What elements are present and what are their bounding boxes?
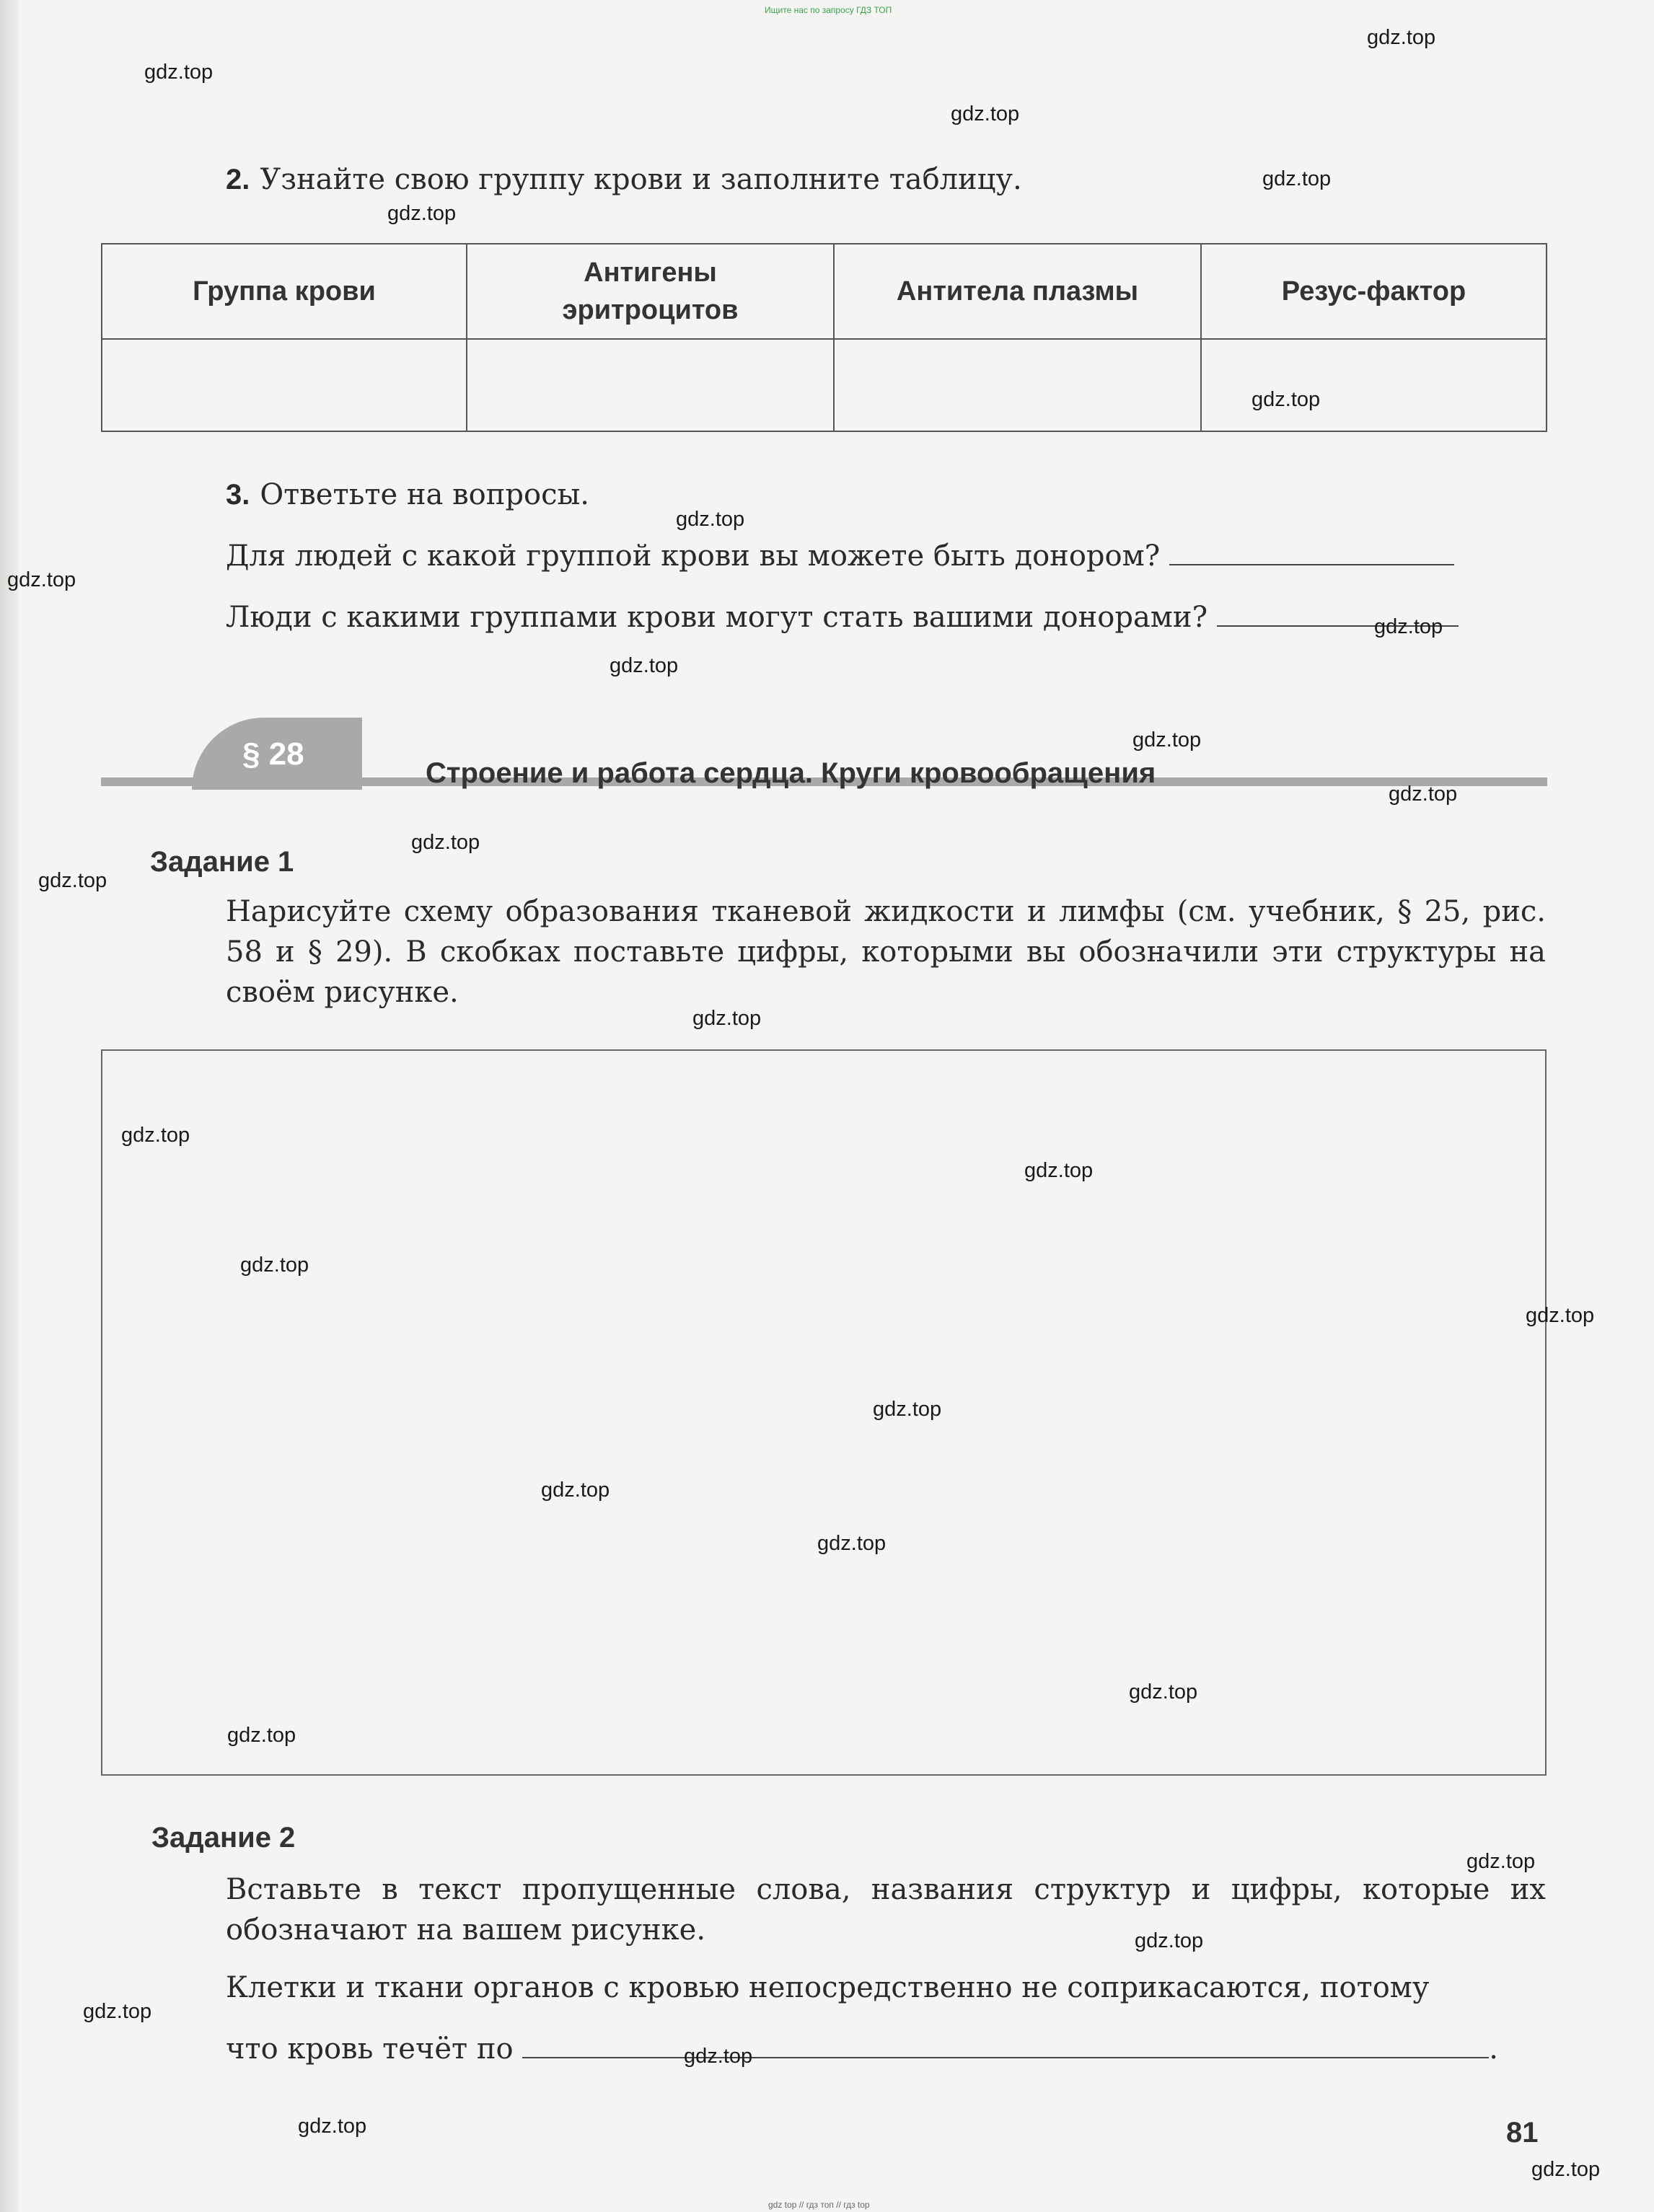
cell-antigens[interactable] xyxy=(467,339,834,431)
task2-heading xyxy=(226,163,1022,196)
watermark: gdz.top xyxy=(121,1124,190,1147)
answer-line-3[interactable] xyxy=(522,2032,1489,2058)
watermark: gdz.top xyxy=(1466,1850,1536,1873)
watermark: gdz.top xyxy=(873,1398,942,1421)
watermark: gdz.top xyxy=(83,2000,152,2023)
watermark: gdz.top xyxy=(1132,728,1202,752)
watermark: gdz.top xyxy=(817,1532,887,1555)
watermark: gdz.top xyxy=(298,2115,367,2138)
watermark: gdz.top xyxy=(144,61,214,84)
section-number: § 28 xyxy=(242,736,304,772)
watermark: gdz.top xyxy=(227,1724,296,1747)
watermark: gdz.top xyxy=(951,102,1020,125)
blood-group-table xyxy=(101,243,1547,432)
watermark: gdz.top xyxy=(1129,1680,1198,1704)
question-2-text: Люди с какими группами крови могут стать вашими донорами? xyxy=(226,601,1208,634)
watermark: gdz.top xyxy=(1531,2158,1601,2181)
watermark: gdz.top xyxy=(1135,1929,1204,1952)
cell-antibodies[interactable] xyxy=(834,339,1201,431)
section-title: Строение и работа сердца. Круги кровообращения xyxy=(426,757,1156,789)
watermark: gdz.top xyxy=(1526,1304,1595,1327)
section-badge xyxy=(192,718,362,790)
cell-rhesus[interactable] xyxy=(1201,339,1547,431)
bottom-note: gdz top // гдз топ // гдз top xyxy=(768,2200,870,2210)
drawing-area[interactable] xyxy=(101,1049,1547,1776)
top-note: Ищите нас по запросу ГДЗ ТОП xyxy=(765,5,892,15)
task3-number: 3. xyxy=(226,479,250,511)
watermark: gdz.top xyxy=(684,2045,753,2068)
question-1 xyxy=(226,539,1454,573)
task2-title: Узнайте свою группу крови и заполните таблицу. xyxy=(260,163,1022,196)
question-1-text: Для людей с какой группой крови вы можете быть донором? xyxy=(226,539,1161,573)
watermark: gdz.top xyxy=(610,654,679,677)
header-antigens-text: Антигены эритроцитов xyxy=(562,257,739,325)
watermark: gdz.top xyxy=(240,1253,309,1277)
watermark: gdz.top xyxy=(1374,615,1443,638)
watermark: gdz.top xyxy=(7,568,76,591)
watermark: gdz.top xyxy=(1389,783,1458,806)
zadanie2-line xyxy=(226,2032,1498,2066)
zadanie2-period: . xyxy=(1489,2032,1499,2066)
zadanie2-text2: Клетки и ткани органов с кровью непосредственно не соприкасаются, потому xyxy=(226,1971,1430,2004)
header-blood-group: Группа крови xyxy=(102,244,467,339)
zadanie2-text3: что кровь течёт по xyxy=(226,2032,514,2066)
header-antigens xyxy=(467,244,834,339)
zadanie1-heading: Задание 1 xyxy=(150,846,294,878)
watermark: gdz.top xyxy=(38,869,107,892)
watermark: gdz.top xyxy=(387,202,457,225)
page-edge xyxy=(0,0,19,2212)
watermark: gdz.top xyxy=(541,1479,610,1502)
header-rhesus: Резус-фактор xyxy=(1201,244,1547,339)
watermark: gdz.top xyxy=(1024,1159,1094,1182)
task3-title: Ответьте на вопросы. xyxy=(260,478,590,511)
watermark: gdz.top xyxy=(1252,388,1321,411)
question-2 xyxy=(226,601,1459,634)
zadanie2-heading: Задание 2 xyxy=(151,1822,296,1854)
watermark: gdz.top xyxy=(1367,26,1436,49)
cell-blood-group[interactable] xyxy=(102,339,467,431)
zadanie1-text: Нарисуйте схему образования тканевой жидкости и лимфы (см. учебник, § 25, рис. 58 и § 29). В скобках поставьте цифры, которыми вы обозначили эти структуры на своём рисунке. xyxy=(226,895,1546,1009)
watermark: gdz.top xyxy=(1262,167,1332,190)
task2-number: 2. xyxy=(226,164,250,195)
watermark: gdz.top xyxy=(692,1007,762,1030)
task3-heading xyxy=(226,478,589,511)
header-antibodies: Антитела плазмы xyxy=(834,244,1201,339)
table-row xyxy=(102,339,1547,431)
page-number: 81 xyxy=(1506,2117,1539,2149)
watermark: gdz.top xyxy=(676,508,745,531)
answer-line-1[interactable] xyxy=(1169,539,1454,565)
table-header-row xyxy=(102,244,1547,339)
zadanie2-text1: Вставьте в текст пропущенные слова, названия структур и цифры, которые их обозначают на вашем рисунке. xyxy=(226,1873,1546,1947)
watermark: gdz.top xyxy=(411,831,480,854)
